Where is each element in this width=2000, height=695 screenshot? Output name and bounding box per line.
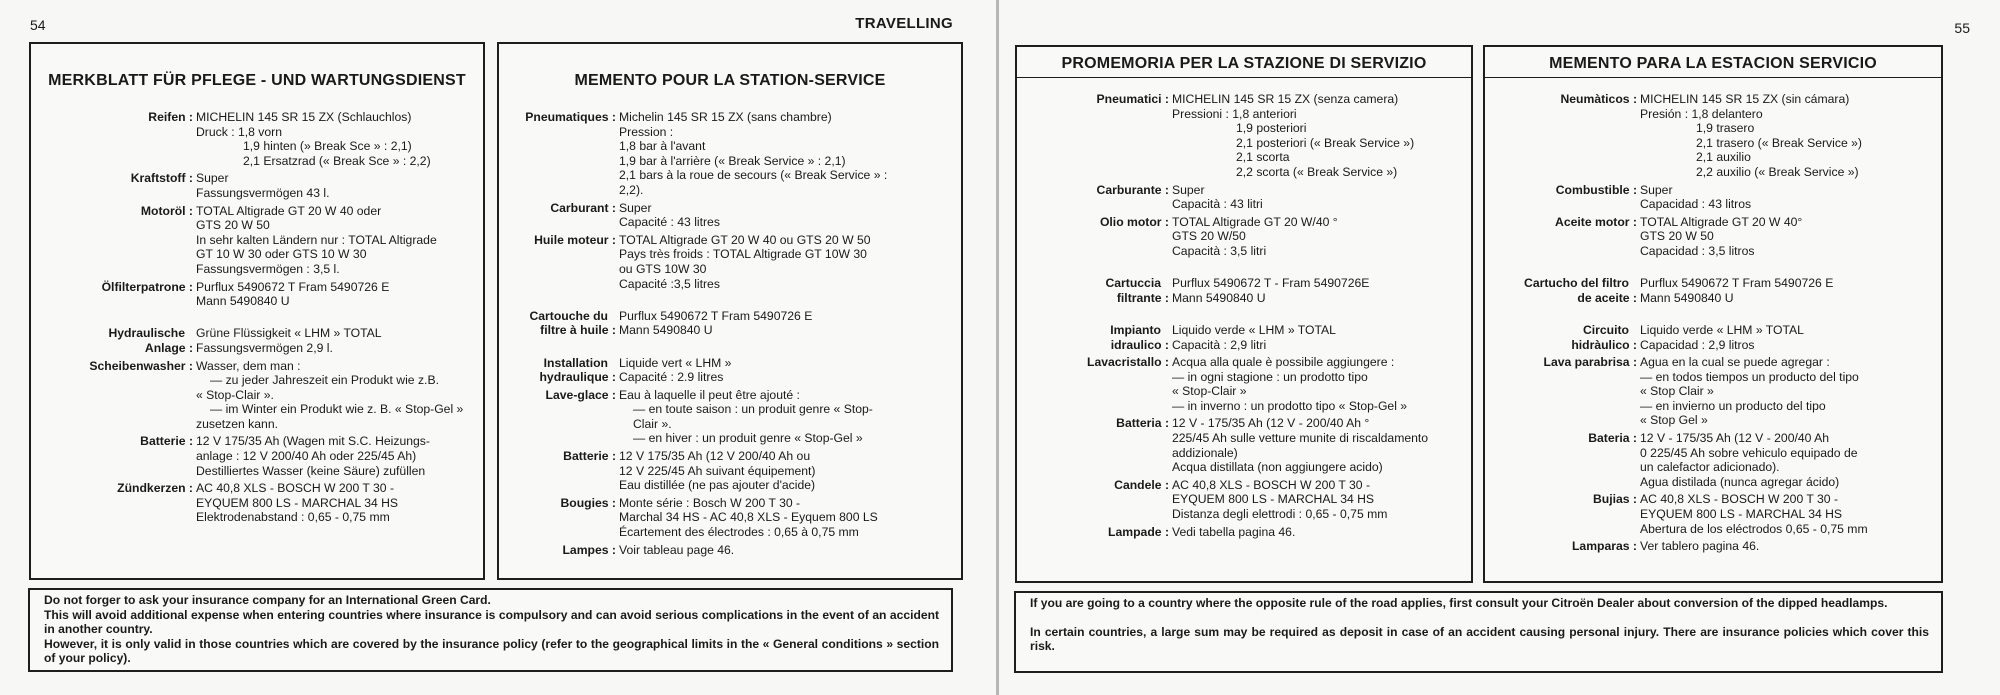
entry-label: Lave-glace : — [545, 387, 616, 402]
entry-line: Monte série : Bosch W 200 T 30 - — [619, 495, 801, 510]
entry-value — [619, 388, 941, 446]
entry-line: — zu jeder Jahreszeit ein Produkt wie z.B. — [210, 373, 439, 388]
entry-line: MICHELIN 145 SR 15 ZX (sin cámara) — [1640, 92, 1850, 106]
entry-line: — im Winter ein Produkt wie z. B. « Stop-Gel » — [210, 402, 464, 417]
entry-line: Capacità : 3,5 litri — [1172, 243, 1267, 258]
entry-line: 1,9 posteriori — [1236, 121, 1307, 136]
entry-value — [1172, 215, 1461, 259]
entry-line: Clair ». — [633, 416, 672, 431]
german-entry — [31, 359, 471, 432]
entry-label: Aceite motor : — [1555, 214, 1637, 229]
entry-label: Bateria : — [1588, 431, 1637, 446]
spanish-entry — [1485, 492, 1931, 536]
page-54 — [0, 0, 998, 695]
entry-line: 12 V 175/35 Ah (Wagen mit S.C. Heizungs- — [196, 434, 430, 449]
entry-label: Lampes : — [562, 542, 616, 557]
insurance-note-line-2: This will avoid additional expense when entering countries where insurance is compulsory and can avoid serious complications in the event of an accident in another country. — [44, 607, 939, 636]
entry-line: Acqua alla quale è possibile aggiungere : — [1172, 355, 1395, 370]
entry-line: EYQUEM 800 LS - MARCHAL 34 HS — [1640, 507, 1843, 522]
entry-line: Capacità : 43 litri — [1172, 197, 1263, 212]
entry-line: EYQUEM 800 LS - MARCHAL 34 HS — [1172, 492, 1375, 507]
french-entry — [499, 341, 941, 385]
entry-label-top: Cartucho del filtro — [1524, 276, 1629, 291]
insurance-note-line-3: However, it is only valid in those countries which are covered by the insurance policy (refer to the geographical limits in the « General conditions » section of your policy). — [44, 636, 939, 665]
french-entry — [499, 388, 941, 446]
entry-line: Pays très froids : TOTAL Altigrade GT 10W 30 — [619, 247, 867, 262]
entry-line: addizionale) — [1172, 445, 1238, 460]
entry-line: Liquido verde « LHM » TOTAL — [1172, 322, 1336, 337]
spanish-entry — [1485, 355, 1931, 428]
entry-line: GTS 20 W/50 — [1172, 229, 1246, 244]
entry-label: Pneumatiques : — [525, 110, 616, 124]
entry-line: Elektrodenabstand : 0,65 - 0,75 mm — [196, 510, 390, 525]
french-service-box — [497, 42, 963, 580]
entry-value — [1172, 416, 1461, 474]
entry-value — [1640, 215, 1931, 259]
spanish-entries — [1485, 92, 1941, 554]
entry-line: 2,2 auxilio (« Break Service ») — [1696, 164, 1859, 179]
spanish-entry — [1485, 308, 1931, 352]
entry-line: Druck : 1,8 vorn — [196, 124, 283, 139]
entry-line: Pressioni : 1,8 anteriori — [1172, 106, 1297, 121]
entry-label: Carburant : — [550, 200, 616, 215]
entry-line: — en todos tiempos un producto del tipo — [1640, 369, 1859, 384]
entry-line: « Stop-Clair » — [1172, 384, 1247, 399]
entry-line: Ver tablero pagina 46. — [1640, 539, 1760, 554]
italian-entry — [1017, 525, 1461, 540]
entry-line: Super — [1640, 182, 1673, 197]
italian-entry — [1017, 262, 1461, 306]
entry-line: Purflux 5490672 T Fram 5490726 E — [619, 308, 813, 323]
french-box-title: MEMENTO POUR LA STATION-SERVICE — [574, 72, 886, 89]
label-spacer — [1640, 262, 1931, 277]
entry-line: Fassungsvermögen 2,9 l. — [196, 340, 333, 355]
entry-line: MICHELIN 145 SR 15 ZX (senza camera) — [1172, 92, 1399, 106]
german-entry — [31, 280, 471, 309]
italian-entry — [1017, 215, 1461, 259]
entry-value — [1172, 183, 1461, 212]
label-spacer — [196, 312, 471, 327]
entry-value — [1172, 478, 1461, 522]
entry-line: AC 40,8 XLS - BOSCH W 200 T 30 - — [1640, 492, 1839, 507]
entry-label: Batteria : — [1116, 416, 1169, 431]
italian-entry — [1017, 92, 1461, 180]
entry-label: Neumàticos : — [1560, 92, 1637, 106]
entry-line: Purflux 5490672 T Fram 5490726 E — [1640, 276, 1834, 291]
entry-value — [1172, 92, 1461, 180]
entry-line: Super — [1172, 182, 1205, 197]
entry-label: Pneumatici : — [1096, 92, 1169, 106]
entry-label — [499, 294, 619, 338]
entry-line: In sehr kalten Ländern nur : TOTAL Altigrade — [196, 232, 437, 247]
entry-line: Purflux 5490672 T Fram 5490726 E — [196, 279, 390, 294]
italian-box-title: PROMEMORIA PER LA STAZIONE DI SERVIZIO — [1017, 47, 1471, 78]
entry-label-top: Impianto — [1110, 322, 1161, 337]
french-entry — [499, 110, 941, 198]
entry-line: « Stop Gel » — [1640, 413, 1708, 428]
entry-line: GTS 20 W 50 — [1640, 229, 1714, 244]
entry-label: Scheibenwasher : — [89, 358, 193, 373]
entry-value — [196, 359, 471, 432]
entry-value — [1172, 525, 1461, 540]
entry-label-top: Installation — [543, 355, 608, 370]
entry-line: Destilliertes Wasser (keine Säure) zufüllen — [196, 463, 426, 478]
entry-line: « Stop-Clair ». — [196, 387, 274, 402]
entry-line: Presión : 1,8 delantero — [1640, 106, 1763, 121]
entry-value — [196, 434, 471, 478]
page-number-left: 54 — [30, 17, 46, 33]
entry-label: Kraftstoff : — [130, 171, 193, 186]
entry-label: Combustible : — [1555, 182, 1637, 197]
entry-line: Pression : — [619, 124, 674, 139]
entry-line: 2,1 trasero (« Break Service ») — [1696, 135, 1862, 150]
entry-line: Purflux 5490672 T - Fram 5490726E — [1172, 276, 1370, 291]
entry-line: 225/45 Ah sulle vetture munite di riscaldamento — [1172, 431, 1429, 446]
entry-line: Fassungsvermögen : 3,5 l. — [196, 261, 340, 276]
german-entry — [31, 312, 471, 356]
entry-value — [196, 280, 471, 309]
entry-label-bottom: Anlage : — [144, 340, 193, 355]
insurance-note-box — [28, 588, 953, 672]
entry-value — [196, 171, 471, 200]
spanish-entry — [1485, 539, 1931, 554]
entry-label: Reifen : — [148, 110, 193, 124]
entry-line: Liquide vert « LHM » — [619, 355, 732, 370]
entry-line: Capacità : 2,9 litri — [1172, 337, 1267, 352]
entry-label-top: Cartuccia — [1105, 276, 1161, 291]
label-spacer — [619, 294, 941, 309]
entry-line: anlage : 12 V 200/40 Ah oder 225/45 Ah) — [196, 449, 417, 464]
entry-line: 2,1 Ersatzrad (« Break Sce » : 2,2) — [243, 153, 431, 168]
entry-line: Abertura de los eléctrodos 0,65 - 0,75 mm — [1640, 521, 1868, 536]
label-spacer — [1172, 262, 1461, 277]
running-head: TRAVELLING — [855, 15, 953, 32]
page-55 — [1000, 0, 2000, 695]
french-entry — [499, 543, 941, 558]
entry-label-top: Cartouche du — [529, 308, 608, 323]
entry-line: Agua en la cual se puede agregar : — [1640, 355, 1830, 370]
entry-line: AC 40,8 XLS - BOSCH W 200 T 30 - — [1172, 477, 1371, 492]
italian-entry — [1017, 416, 1461, 474]
entry-line: 2,2 scorta (« Break Service ») — [1236, 164, 1398, 179]
spanish-entry — [1485, 92, 1931, 180]
entry-line: Capacidad : 2,9 litros — [1640, 337, 1755, 352]
road-rule-note-line-1: If you are going to a country where the opposite rule of the road applies, first consult your Citroën Dealer about conversion of the dipped headlamps. — [1030, 596, 1888, 610]
entry-line: Super — [619, 200, 652, 215]
entry-label: Olio motor : — [1099, 214, 1169, 229]
entry-line: Liquido verde « LHM » TOTAL — [1640, 322, 1804, 337]
entry-value — [1172, 308, 1461, 352]
spanish-entry — [1485, 262, 1931, 306]
german-box-title: MERKBLATT FÜR PFLEGE - UND WARTUNGSDIENST — [48, 72, 466, 89]
entry-line: GTS 20 W 50 — [196, 218, 270, 233]
entry-label-top: Hydraulische — [108, 326, 185, 341]
french-entry — [499, 449, 941, 493]
entry-line: Eau à laquelle il peut être ajouté : — [619, 387, 800, 402]
entry-line: Capacité :3,5 litres — [619, 276, 720, 291]
entry-line: TOTAL Altigrade GT 20 W 40 ou GTS 20 W 50 — [619, 232, 871, 247]
entry-line: Mann 5490840 U — [196, 294, 290, 309]
entry-label — [31, 312, 196, 356]
entry-line: Michelin 145 SR 15 ZX (sans chambre) — [619, 110, 832, 124]
entry-value — [619, 543, 941, 558]
entry-value — [1640, 262, 1931, 306]
entry-value — [1640, 539, 1931, 554]
entry-label: Bougies : — [560, 495, 616, 510]
entry-label-bottom: idraulico : — [1110, 337, 1169, 352]
spanish-box-title: MEMENTO PARA LA ESTACION SERVICIO — [1485, 47, 1941, 78]
entry-line: — en hiver : un produit genre « Stop-Gel » — [633, 431, 863, 446]
entry-label-bottom: filtrante : — [1116, 290, 1169, 305]
entry-value — [1640, 431, 1931, 489]
entry-line: Fassungsvermögen 43 l. — [196, 185, 330, 200]
german-entry — [31, 204, 471, 277]
entry-line: un calefactor adicionado). — [1640, 460, 1780, 475]
spanish-entry — [1485, 215, 1931, 259]
label-spacer — [1172, 308, 1461, 323]
german-entry — [31, 110, 471, 168]
road-rule-note-box — [1014, 591, 1943, 673]
spanish-service-box — [1483, 45, 1943, 583]
entry-value — [619, 496, 941, 540]
entry-label: Huile moteur : — [534, 232, 616, 247]
entry-line: zusetzen kann. — [196, 416, 278, 431]
entry-line: 12 V - 175/35 Ah (12 V - 200/40 Ah — [1640, 431, 1830, 446]
entry-label: Zündkerzen : — [117, 481, 193, 496]
entry-value — [619, 233, 941, 291]
italian-entry — [1017, 183, 1461, 212]
entry-line: 1,9 trasero — [1696, 121, 1755, 136]
entry-line: ou GTS 10W 30 — [619, 261, 707, 276]
entry-line: Capacidad : 43 litros — [1640, 197, 1752, 212]
entry-label — [499, 341, 619, 385]
entry-line: — en toute saison : un produit genre « Stop- — [633, 402, 873, 417]
entry-label: Carburante : — [1096, 182, 1169, 197]
entry-label-top: Circuito — [1582, 322, 1629, 337]
entry-value — [1640, 355, 1931, 428]
entry-line: Mann 5490840 U — [619, 323, 713, 338]
entry-line: TOTAL Altigrade GT 20 W 40° — [1640, 214, 1803, 229]
entry-line: Super — [196, 171, 229, 186]
entry-line: Capacité : 2.9 litres — [619, 370, 724, 385]
entry-line: 2,1 scorta — [1236, 150, 1290, 165]
entry-label — [1017, 308, 1172, 352]
entry-label — [1485, 308, 1640, 352]
entry-label-bottom: hydraulique : — [539, 370, 616, 385]
entry-label: Lampade : — [1108, 524, 1169, 539]
entry-value — [196, 204, 471, 277]
entry-value — [1640, 492, 1931, 536]
french-entries — [499, 110, 961, 557]
road-rule-note-line-2: In certain countries, a large sum may be required as deposit in case of an accident causing personal injury. There are insurance policies which cover this risk. — [1030, 624, 1929, 653]
insurance-note-line-1: Do not forger to ask your insurance company for an International Green Card. — [44, 593, 491, 607]
entry-label: Lamparas : — [1571, 539, 1637, 554]
entry-label: Candele : — [1114, 477, 1169, 492]
entry-line: 2,1 auxilio — [1696, 150, 1751, 165]
entry-value — [196, 312, 471, 356]
french-entry — [499, 201, 941, 230]
page-gutter — [996, 0, 999, 695]
entry-line: 12 V 175/35 Ah (12 V 200/40 Ah ou — [619, 449, 811, 464]
entry-label — [1017, 262, 1172, 306]
entry-label — [1485, 262, 1640, 306]
entry-line: — in ogni stagione : un prodotto tipo — [1172, 369, 1368, 384]
entry-line: Marchal 34 HS - AC 40,8 XLS - Eyquem 800 LS — [619, 510, 878, 525]
french-entry — [499, 294, 941, 338]
entry-label: Batterie : — [140, 434, 193, 449]
entry-value — [196, 481, 471, 525]
entry-label-bottom: filtre à huile : — [540, 323, 616, 338]
italian-entry — [1017, 478, 1461, 522]
entry-line: Écartement des électrodes : 0,65 à 0,75 mm — [619, 525, 859, 540]
entry-value — [1640, 183, 1931, 212]
entry-line: — in inverno : un prodotto tipo « Stop-Gel » — [1172, 398, 1408, 413]
entry-line: TOTAL Altigrade GT 20 W 40 oder — [196, 203, 382, 218]
label-spacer — [619, 341, 941, 356]
italian-entry — [1017, 308, 1461, 352]
entry-label-bottom: de aceite : — [1577, 290, 1637, 305]
spanish-entry — [1485, 183, 1931, 212]
entry-line: TOTAL Altigrade GT 20 W/40 ° — [1172, 214, 1338, 229]
entry-value — [1172, 355, 1461, 413]
entry-label: Motoröl : — [140, 203, 193, 218]
entry-line: GT 10 W 30 oder GTS 10 W 30 — [196, 247, 367, 262]
german-entry — [31, 481, 471, 525]
entry-value — [619, 110, 941, 198]
label-spacer — [1640, 308, 1931, 323]
page-number-right: 55 — [1954, 20, 1970, 36]
german-entries — [31, 110, 483, 525]
entry-line: « Stop Clair » — [1640, 384, 1714, 399]
entry-value — [196, 110, 471, 168]
entry-value — [619, 449, 941, 493]
entry-line: 2,1 posteriori (« Break Service ») — [1236, 135, 1415, 150]
entry-line: 0 225/45 Ah sobre vehiculo equipado de — [1640, 445, 1858, 460]
entry-value — [619, 201, 941, 230]
entry-value — [1640, 92, 1931, 180]
entry-line: Capacidad : 3,5 litros — [1640, 243, 1755, 258]
german-service-box — [29, 42, 485, 580]
entry-line: 2,2). — [619, 182, 644, 197]
entry-value — [619, 294, 941, 338]
entry-value — [1172, 262, 1461, 306]
spanish-entry — [1485, 431, 1931, 489]
german-entry — [31, 171, 471, 200]
italian-entry — [1017, 355, 1461, 413]
entry-line: 2,1 bars à la roue de secours (« Break Service » : — [619, 168, 888, 183]
entry-label: Bujias : — [1592, 492, 1637, 507]
entry-line: Mann 5490840 U — [1640, 290, 1734, 305]
entry-label: Ölfilterpatrone : — [101, 279, 193, 294]
entry-line: Grüne Flüssigkeit « LHM » TOTAL — [196, 326, 382, 341]
french-entry — [499, 233, 941, 291]
entry-label: Lava parabrisa : — [1543, 355, 1637, 370]
entry-line: 1,9 hinten (» Break Sce » : 2,1) — [243, 139, 412, 154]
entry-line: EYQUEM 800 LS - MARCHAL 34 HS — [196, 495, 399, 510]
entry-line: 12 V - 175/35 Ah (12 V - 200/40 Ah ° — [1172, 416, 1370, 431]
entry-line: Capacité : 43 litres — [619, 215, 720, 230]
italian-entries — [1017, 92, 1471, 539]
entry-value — [619, 341, 941, 385]
entry-line: Distanza degli elettrodi : 0,65 - 0,75 mm — [1172, 507, 1388, 522]
entry-line: Agua distilada (nunca agregar ácido) — [1640, 474, 1840, 489]
entry-line: AC 40,8 XLS - BOSCH W 200 T 30 - — [196, 481, 395, 496]
entry-line: Vedi tabella pagina 46. — [1172, 524, 1296, 539]
entry-line: MICHELIN 145 SR 15 ZX (Schlauchlos) — [196, 110, 412, 124]
entry-line: Voir tableau page 46. — [619, 542, 735, 557]
entry-label: Batterie : — [563, 449, 616, 464]
entry-label-bottom: hidràulico : — [1571, 337, 1637, 352]
entry-line: Wasser, dem man : — [196, 358, 301, 373]
entry-label: Lavacristallo : — [1087, 355, 1169, 370]
entry-line: Eau distillée (ne pas ajouter d'acide) — [619, 478, 816, 493]
entry-value — [1640, 308, 1931, 352]
entry-line: Acqua distillata (non aggiungere acido) — [1172, 460, 1383, 475]
entry-line: Mann 5490840 U — [1172, 290, 1266, 305]
entry-line: 1,9 bar à l'arrière (« Break Service » : 2,1) — [619, 153, 846, 168]
french-entry — [499, 496, 941, 540]
italian-service-box — [1015, 45, 1473, 583]
entry-line: 12 V 225/45 Ah suivant équipement) — [619, 463, 816, 478]
entry-line: 1,8 bar à l'avant — [619, 139, 706, 154]
german-entry — [31, 434, 471, 478]
entry-line: — en invierno un producto del tipo — [1640, 398, 1826, 413]
